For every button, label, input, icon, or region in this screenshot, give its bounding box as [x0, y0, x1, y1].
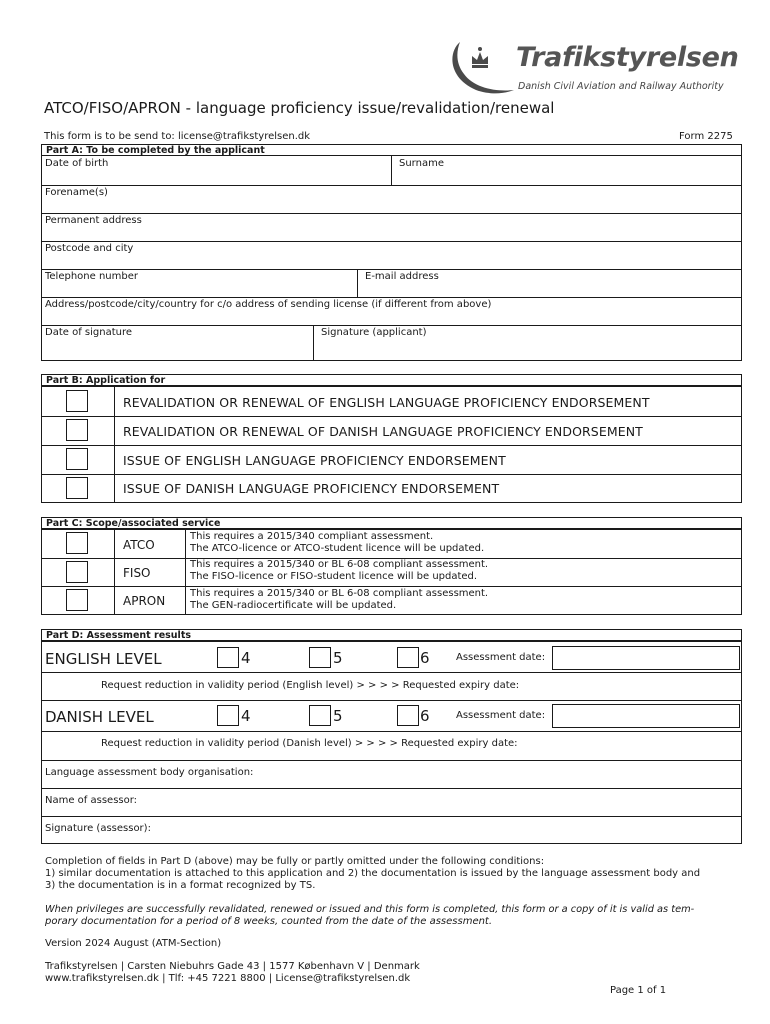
notes-line-3: 3) the documentation is in a format recognized by TS. [45, 880, 316, 891]
danish-request-reduction: Request reduction in validity period (Danish level) > > > > Requested expiry date: [101, 738, 518, 749]
notes-line-2: 1) similar documentation is attached to this application and 2) the documentation is issued by the language assessment body and [45, 868, 701, 879]
logo-subtitle: Danish Civil Aviation and Railway Authority [518, 81, 724, 92]
service-fiso: FISO [123, 566, 151, 580]
logo [446, 38, 746, 98]
english-request-reduction: Request reduction in validity period (English level) > > > > Requested expiry date: [101, 680, 520, 691]
danish-level-6-label: 6 [420, 707, 430, 725]
danish-level-4-checkbox[interactable] [217, 705, 239, 726]
footer-contact: www.trafikstyrelsen.dk | Tlf: +45 7221 8800 | License@trafikstyrelsen.dk [45, 973, 411, 984]
danish-assessment-date-input[interactable] [552, 704, 740, 728]
danish-level-5-label: 5 [333, 707, 343, 725]
danish-assessment-date-label: Assessment date: [456, 710, 546, 721]
checkbox-reval-danish[interactable] [66, 419, 88, 441]
english-level-4-checkbox[interactable] [217, 647, 239, 668]
english-level-5-checkbox[interactable] [309, 647, 331, 668]
crown-swoosh-icon [446, 38, 516, 98]
checkbox-issue-english[interactable] [66, 448, 88, 470]
english-assessment-date-input[interactable] [552, 646, 740, 670]
signature-applicant-field[interactable]: Signature (applicant) [321, 327, 427, 338]
danish-level-5-checkbox[interactable] [309, 705, 331, 726]
co-address-field[interactable]: Address/postcode/city/country for c/o address of sending license (if different from above) [45, 299, 492, 310]
english-assessment-date-label: Assessment date: [456, 652, 546, 663]
fiso-desc-1: This requires a 2015/340 or BL 6-08 compliant assessment. [190, 559, 489, 570]
checkbox-reval-english[interactable] [66, 390, 88, 412]
checkbox-fiso[interactable] [66, 561, 88, 583]
english-level-6-checkbox[interactable] [397, 647, 419, 668]
logo-name: Trafikstyrelsen [516, 42, 739, 73]
danish-level-label: DANISH LEVEL [45, 708, 154, 726]
fiso-desc-2: The FISO-licence or FISO-student licence will be updated. [190, 571, 478, 582]
part-b-heading: Part B: Application for [41, 374, 742, 386]
version-text: Version 2024 August (ATM-Section) [45, 938, 222, 949]
option-reval-danish: REVALIDATION OR RENEWAL OF DANISH LANGUAGE PROFICIENCY ENDORSEMENT [123, 424, 643, 439]
assessment-body-field[interactable]: Language assessment body organisation: [45, 767, 254, 778]
checkbox-apron[interactable] [66, 589, 88, 611]
part-c-heading: Part C: Scope/associated service [41, 517, 742, 529]
apron-desc-2: The GEN-radiocertificate will be updated. [190, 600, 397, 611]
form-number: Form 2275 [679, 131, 733, 142]
validity-note-2: porary documentation for a period of 8 weeks, counted from the date of the assessment. [45, 916, 493, 927]
atco-desc-1: This requires a 2015/340 compliant assessment. [190, 531, 434, 542]
telephone-field[interactable]: Telephone number [45, 271, 138, 282]
danish-level-6-checkbox[interactable] [397, 705, 419, 726]
email-field[interactable]: E-mail address [365, 271, 439, 282]
danish-level-4-label: 4 [241, 707, 251, 725]
english-level-5-label: 5 [333, 649, 343, 667]
assessor-name-field[interactable]: Name of assessor: [45, 795, 138, 806]
page-number: Page 1 of 1 [610, 985, 667, 996]
send-instruction: This form is to be send to: license@trafikstyrelsen.dk [44, 131, 311, 142]
page-title: ATCO/FISO/APRON - language proficiency issue/revalidation/renewal [44, 99, 555, 117]
permanent-address-field[interactable]: Permanent address [45, 215, 142, 226]
assessor-signature-field[interactable]: Signature (assessor): [45, 823, 151, 834]
checkbox-atco[interactable] [66, 532, 88, 554]
english-level-6-label: 6 [420, 649, 430, 667]
english-level-4-label: 4 [241, 649, 251, 667]
footer-address: Trafikstyrelsen | Carsten Niebuhrs Gade 43 | 1577 København V | Denmark [45, 961, 420, 972]
part-d-heading: Part D: Assessment results [41, 629, 742, 641]
option-issue-english: ISSUE OF ENGLISH LANGUAGE PROFICIENCY ENDORSEMENT [123, 453, 506, 468]
atco-desc-2: The ATCO-licence or ATCO-student licence will be updated. [190, 543, 485, 554]
option-issue-danish: ISSUE OF DANISH LANGUAGE PROFICIENCY ENDORSEMENT [123, 481, 500, 496]
option-reval-english: REVALIDATION OR RENEWAL OF ENGLISH LANGUAGE PROFICIENCY ENDORSEMENT [123, 395, 650, 410]
postcode-city-field[interactable]: Postcode and city [45, 243, 134, 254]
service-atco: ATCO [123, 538, 155, 552]
checkbox-issue-danish[interactable] [66, 477, 88, 499]
date-of-birth-field[interactable]: Date of birth [45, 158, 109, 169]
part-a-heading: Part A: To be completed by the applicant [41, 144, 742, 156]
date-of-signature-field[interactable]: Date of signature [45, 327, 133, 338]
notes-line-1: Completion of fields in Part D (above) may be fully or partly omitted under the following conditions: [45, 856, 545, 867]
validity-note-1: When privileges are successfully revalidated, renewed or issued and this form is completed, this form or a copy of it is valid as tem- [45, 904, 695, 915]
apron-desc-1: This requires a 2015/340 or BL 6-08 compliant assessment. [190, 588, 489, 599]
service-apron: APRON [123, 594, 166, 608]
forenames-field[interactable]: Forename(s) [45, 187, 108, 198]
english-level-label: ENGLISH LEVEL [45, 650, 162, 668]
surname-field[interactable]: Surname [399, 158, 444, 169]
